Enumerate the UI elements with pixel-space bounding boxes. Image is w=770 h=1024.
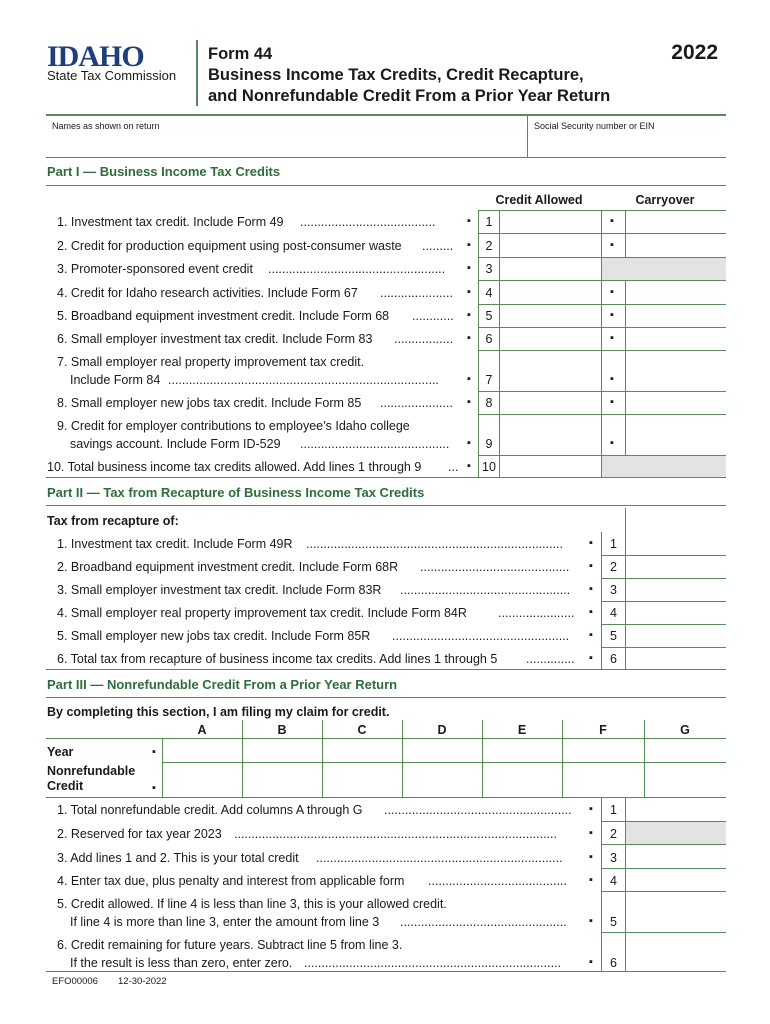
credit-col-c[interactable]: [323, 763, 401, 796]
p1-line6-allowed[interactable]: [500, 328, 600, 350]
dot-leader: .................................................: [400, 583, 571, 597]
name-ssn-divider: [527, 115, 528, 157]
p2-row1-text: 1. Investment tax credit. Include Form 49R: [57, 537, 293, 551]
p1-line10-allowed[interactable]: [500, 456, 600, 477]
p3-row6-text2: If the result is less than zero, enter zero.: [70, 956, 293, 970]
p1-line7-carryover[interactable]: [626, 351, 726, 390]
dot-leader: ..............: [526, 652, 575, 666]
part2-subheading: Tax from recapture of:: [47, 514, 179, 528]
col-b: B: [277, 723, 287, 737]
p1-row5-text: 5. Broadband equipment investment credit. Include Form 68: [57, 309, 390, 323]
p1-line-num: 2: [485, 239, 493, 253]
credit-col-b[interactable]: [243, 763, 321, 796]
p1-line-num: 10: [482, 460, 496, 474]
p2-line3-amount[interactable]: [626, 579, 726, 601]
part3-rule: [46, 697, 726, 698]
p3-row3-text: 3. Add lines 1 and 2. This is your total credit: [57, 851, 299, 865]
credit-col-e[interactable]: [483, 763, 561, 796]
part1-heading: Part I — Business Income Tax Credits: [47, 164, 281, 179]
p1-line-num: 3: [485, 262, 493, 276]
bullet: ▪: [589, 803, 593, 815]
p3-line-num: 1: [610, 803, 617, 817]
bullet: ▪: [589, 851, 593, 863]
p2-row4-text: 4. Small employer real property improvement tax credit. Include Form 84R: [57, 606, 467, 620]
p1-line-num: 9: [485, 437, 493, 451]
bullet: ▪: [589, 629, 593, 641]
dot-leader: .............................................................................................: [234, 827, 557, 841]
part3-bottom-rule: [46, 971, 726, 972]
p1-line-num: 4: [485, 286, 493, 300]
form-title: [208, 44, 610, 107]
shaded-cell: [626, 822, 726, 844]
bullet: ▪: [467, 215, 471, 227]
p3-line3-amount[interactable]: [626, 845, 726, 867]
shaded-cell: [602, 258, 726, 280]
dot-leader: ..........................................................................: [304, 956, 561, 970]
p1-line1-allowed[interactable]: [500, 211, 600, 233]
bullet: ▪: [589, 874, 593, 886]
dot-leader: .................: [394, 332, 454, 346]
p3-line6-amount[interactable]: [626, 933, 726, 970]
p3-row2-text: 2. Reserved for tax year 2023: [57, 827, 222, 841]
bullet: ▪: [589, 956, 593, 968]
bullet: ▪: [467, 332, 471, 344]
bullet: ▪: [610, 332, 614, 344]
bullet: ▪: [589, 915, 593, 927]
ssn-field[interactable]: [530, 132, 724, 156]
dot-leader: ...................................................: [268, 262, 446, 276]
credit-col-d[interactable]: [403, 763, 481, 796]
col-d: D: [437, 723, 447, 737]
dot-leader: ...................................................: [392, 629, 570, 643]
part2-heading: Part II — Tax from Recapture of Business Income Tax Credits: [47, 485, 425, 500]
p1-line5-carryover[interactable]: [626, 305, 726, 327]
dot-leader: .........: [422, 239, 454, 253]
p1-row1-text: 1. Investment tax credit. Include Form 49: [57, 215, 284, 229]
p1-line9-allowed[interactable]: [500, 415, 600, 454]
p1-line-num: 8: [485, 396, 493, 410]
credit-col-a[interactable]: [163, 763, 241, 796]
header-divider: [196, 40, 198, 106]
part2-bottom-rule: [46, 669, 726, 670]
p3-row5-text2: If line 4 is more than line 3, enter the amount from line 3: [70, 915, 380, 929]
form-title-line1: Business Income Tax Credits, Credit Recapture,: [208, 66, 584, 84]
credit-col-f[interactable]: [563, 763, 643, 796]
p1-line2-carryover[interactable]: [626, 234, 726, 256]
p2-row5-text: 5. Small employer new jobs tax credit. Include Form 85R: [57, 629, 371, 643]
dot-leader: ...........................................: [300, 437, 450, 451]
p2-line6-amount[interactable]: [626, 648, 726, 669]
part3-heading: Part III — Nonrefundable Credit From a Prior Year Return: [47, 677, 398, 692]
bullet: ▪: [610, 239, 614, 251]
p2-line-num: 4: [610, 606, 617, 620]
p1-line6-carryover[interactable]: [626, 328, 726, 350]
dot-leader: ......................: [498, 606, 575, 620]
p1-line3-allowed[interactable]: [500, 258, 600, 280]
bullet: ▪: [610, 437, 614, 449]
dot-leader: ............: [412, 309, 454, 323]
p3-line4-amount[interactable]: [626, 869, 726, 891]
p1-line-num: 5: [485, 309, 493, 323]
credit-label-1: Nonrefundable: [47, 764, 136, 778]
p1-line1-carryover[interactable]: [626, 211, 726, 233]
p3-line-num: 2: [610, 827, 617, 841]
year-col-a[interactable]: [163, 739, 241, 761]
names-field[interactable]: [48, 132, 524, 156]
credit-label-2: Credit: [47, 779, 84, 793]
tax-year: 2022: [671, 41, 718, 64]
p2-line4-amount[interactable]: [626, 602, 726, 624]
part2-rule: [46, 505, 726, 506]
ssn-label: Social Security number or EIN: [534, 121, 655, 131]
year-label: Year: [47, 745, 74, 759]
p1-line7-allowed[interactable]: [500, 351, 600, 390]
p2-row2-text: 2. Broadband equipment investment credit. Include Form 68R: [57, 560, 399, 574]
bullet: ▪: [610, 215, 614, 227]
p1-line4-carryover[interactable]: [626, 281, 726, 303]
dot-leader: .......................................................................: [316, 851, 563, 865]
p3-line5-amount[interactable]: [626, 892, 726, 931]
bullet: ▪: [467, 239, 471, 251]
col-c: C: [357, 723, 367, 737]
part1-bottom-rule: [46, 477, 726, 478]
bullet: ▪: [610, 373, 614, 385]
p2-line1-amount[interactable]: [626, 533, 726, 555]
col-carryover: Carryover: [635, 193, 695, 207]
dot-leader: .......................................: [300, 215, 436, 229]
grid-line: [601, 821, 726, 822]
p3-line-num: 4: [610, 874, 617, 888]
p3-line-num: 3: [610, 851, 617, 865]
year-col-b[interactable]: [243, 739, 321, 761]
dot-leader: ...........................................: [420, 560, 570, 574]
p2-line-num: 3: [610, 583, 617, 597]
bullet: ▪: [589, 652, 593, 664]
revision-date: 12-30-2022: [118, 976, 167, 987]
p3-row6-text: 6. Credit remaining for future years. Subtract line 5 from line 3.: [57, 938, 403, 952]
dot-leader: ...: [448, 460, 459, 474]
col-f: F: [599, 723, 607, 737]
shaded-cell: [602, 456, 726, 477]
bullet: ▪: [467, 309, 471, 321]
p3-row4-text: 4. Enter tax due, plus penalty and interest from applicable form: [57, 874, 405, 888]
p1-line-num: 7: [485, 373, 493, 387]
bullet: ▪: [589, 537, 593, 549]
dot-leader: ........................................: [428, 874, 567, 888]
form-number: Form 44: [208, 45, 273, 63]
part1-rule: [46, 185, 726, 186]
agency-name: State Tax Commission: [47, 68, 177, 83]
p2-row3-text: 3. Small employer investment tax credit. Include Form 83R: [57, 583, 382, 597]
year-col-f[interactable]: [563, 739, 643, 761]
p1-row2-text: 2. Credit for production equipment using post-consumer waste: [57, 239, 402, 253]
p1-line8-carryover[interactable]: [626, 392, 726, 414]
bullet: ▪: [467, 286, 471, 298]
p1-row9-text2: savings account. Include Form ID-529: [70, 437, 281, 451]
p2-line-num: 2: [610, 560, 617, 574]
year-col-d[interactable]: [403, 739, 481, 761]
names-label: Names as shown on return: [52, 121, 160, 131]
col-credit-allowed: Credit Allowed: [495, 193, 583, 207]
p1-row4-text: 4. Credit for Idaho research activities. Include Form 67: [57, 286, 358, 300]
bullet: ▪: [589, 560, 593, 572]
year-col-g[interactable]: [645, 739, 725, 761]
dot-leader: ................................................: [400, 915, 567, 929]
bullet: ▪: [610, 396, 614, 408]
part3-subheading: By completing this section, I am filing my claim for credit.: [47, 705, 390, 719]
dot-leader: .....................: [380, 286, 453, 300]
grid-line: [601, 210, 602, 477]
bullet: ▪: [610, 309, 614, 321]
p1-row7-text: 7. Small employer real property improvement tax credit.: [57, 355, 365, 369]
p1-row10-text: 10. Total business income tax credits allowed. Add lines 1 through 9: [47, 460, 422, 474]
p1-line-num: 1: [485, 215, 493, 229]
p1-line8-allowed[interactable]: [500, 392, 600, 414]
p1-line-num: 6: [485, 332, 493, 346]
bullet: ▪: [152, 746, 156, 758]
p1-line5-allowed[interactable]: [500, 305, 600, 327]
dot-leader: .....................: [380, 396, 453, 410]
form-title-line2: and Nonrefundable Credit From a Prior Year Return: [208, 87, 611, 105]
p1-row8-text: 8. Small employer new jobs tax credit. Include Form 85: [57, 396, 362, 410]
bullet: ▪: [589, 606, 593, 618]
p1-line4-allowed[interactable]: [500, 281, 600, 303]
header-rule: [46, 114, 726, 116]
p3-row5-text: 5. Credit allowed. If line 4 is less than line 3, this is your allowed credit.: [57, 897, 447, 911]
bullet: ▪: [589, 827, 593, 839]
grid-line: [46, 797, 726, 798]
col-g: G: [680, 723, 690, 737]
dot-leader: ......................................................: [384, 803, 572, 817]
idaho-logo: IDAHO: [47, 40, 144, 73]
p1-row6-text: 6. Small employer investment tax credit. Include Form 83: [57, 332, 373, 346]
dot-leader: ..............................................................................: [168, 373, 439, 387]
p3-line1-amount[interactable]: [626, 799, 726, 821]
p3-line-num: 5: [610, 915, 617, 929]
fields-rule: [46, 157, 726, 158]
p2-line-num: 6: [610, 652, 617, 666]
p3-row1-text: 1. Total nonrefundable credit. Add columns A through G: [57, 803, 363, 817]
p2-line2-amount[interactable]: [626, 556, 726, 578]
p1-row9-text: 9. Credit for employer contributions to employee’s Idaho college: [57, 419, 410, 433]
bullet: ▪: [610, 286, 614, 298]
bullet: ▪: [467, 437, 471, 449]
p2-line-num: 1: [610, 537, 617, 551]
dot-leader: ..........................................................................: [306, 537, 563, 551]
p1-line2-allowed[interactable]: [500, 234, 600, 256]
form-code: EFO00006: [52, 976, 98, 987]
p2-row6-text: 6. Total tax from recapture of business income tax credits. Add lines 1 through 5: [57, 652, 498, 666]
p3-line-num: 6: [610, 956, 617, 970]
p1-row3-text: 3. Promoter-sponsored event credit: [57, 262, 253, 276]
bullet: ▪: [467, 396, 471, 408]
year-col-c[interactable]: [323, 739, 401, 761]
p2-line-num: 5: [610, 629, 617, 643]
bullet: ▪: [589, 583, 593, 595]
p1-line9-carryover[interactable]: [626, 415, 726, 454]
year-col-e[interactable]: [483, 739, 561, 761]
bullet: ▪: [152, 782, 156, 794]
p1-row7-text2: Include Form 84: [70, 373, 161, 387]
bullet: ▪: [467, 262, 471, 274]
col-a: A: [197, 723, 207, 737]
bullet: ▪: [467, 373, 471, 385]
bullet: ▪: [467, 460, 471, 472]
col-e: E: [517, 723, 527, 737]
credit-col-g[interactable]: [645, 763, 725, 796]
p2-line5-amount[interactable]: [626, 625, 726, 647]
